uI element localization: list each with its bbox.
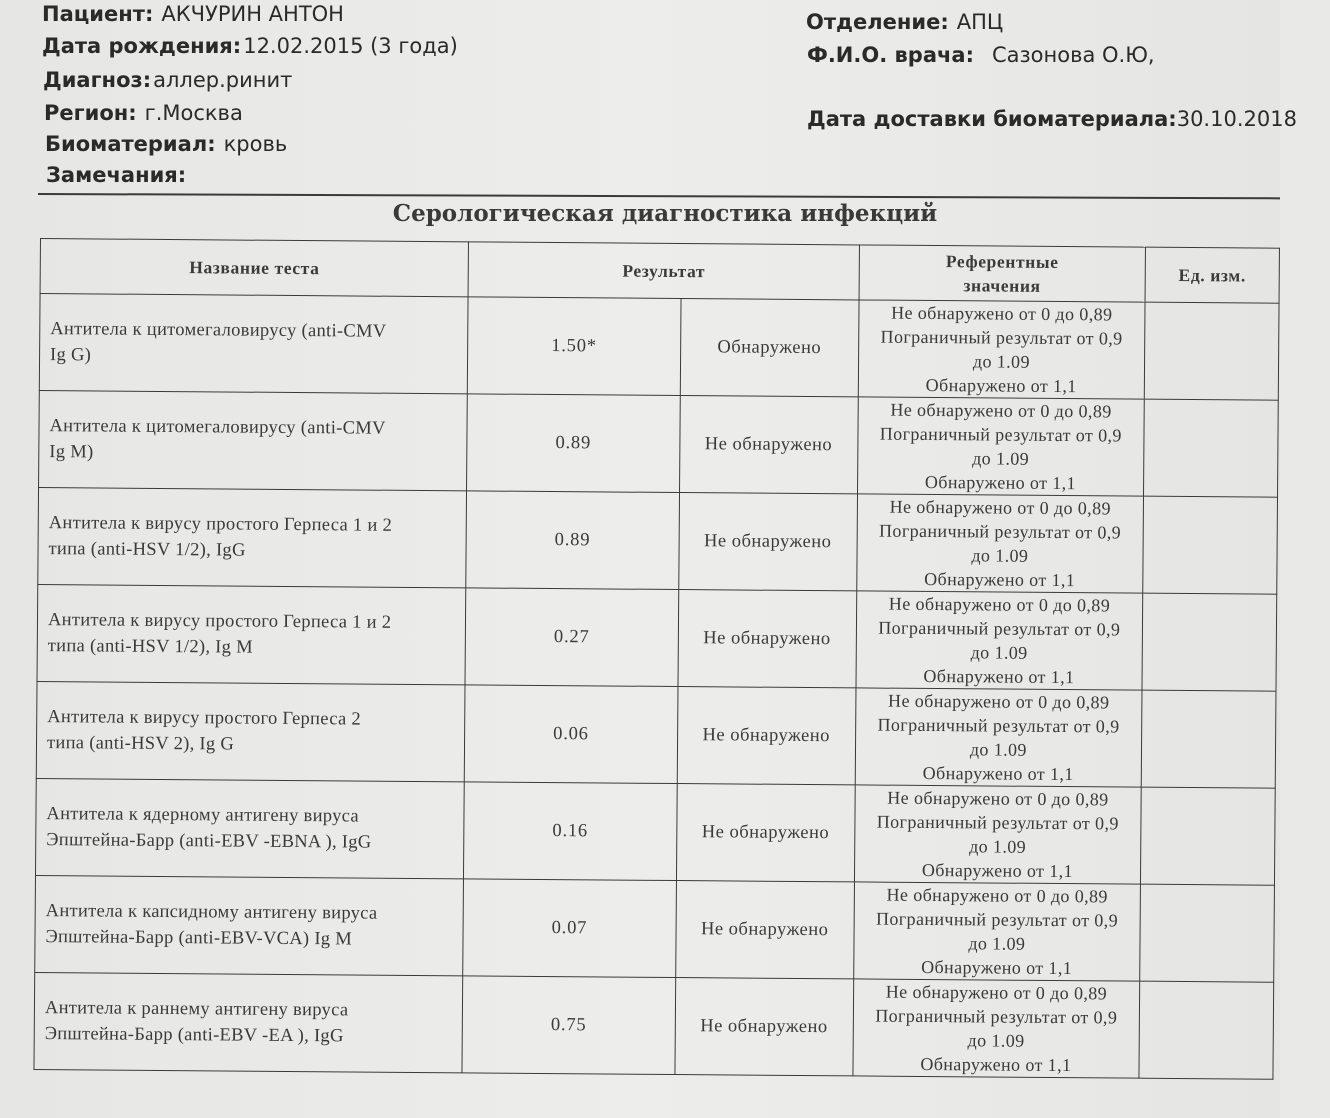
reference-line4: Обнаружено от 1,1 [925, 374, 1077, 397]
delivery-date-value: 30.10.2018 [1176, 107, 1297, 131]
result-value: 1.50* [468, 297, 681, 396]
reference-line2: Пограничный результат от 0,9 [880, 326, 1123, 349]
region-field [44, 101, 243, 125]
department-label: Отделение: [806, 10, 949, 34]
reference-line4: Обнаружено от 1,1 [920, 1053, 1072, 1076]
test-name-line2: Ig M) [49, 442, 94, 463]
table-body [34, 294, 1279, 1080]
reference-line1: Не обнаружено от 0 до 0,89 [888, 690, 1110, 713]
result-value: 0.27 [465, 588, 678, 687]
section-title: Серологическая диагностика инфекций [392, 200, 938, 227]
test-name-line2: Эпштейна-Барр (anti-EBV -EA ), IgG [44, 1024, 344, 1047]
birth-date-value: 12.02.2015 (3 года) [243, 34, 458, 58]
table-row [36, 681, 1276, 788]
test-name-cell [36, 681, 465, 781]
test-name-line1: Антитела к вирусу простого Герпеса 1 и 2 [48, 513, 393, 536]
results-table [33, 238, 1279, 1080]
doctor-value: Сазонова О.Ю, [991, 43, 1155, 67]
result-status: Не обнаружено [679, 396, 858, 494]
department-value: АПЦ [956, 10, 1004, 34]
reference-line4: Обнаружено от 1,1 [921, 956, 1073, 979]
table-header-row [40, 239, 1279, 304]
patient-label: Пациент: [42, 2, 154, 26]
reference-line1: Не обнаружено от 0 до 0,89 [890, 399, 1112, 422]
reference-values [855, 688, 1142, 787]
result-status: Не обнаружено [677, 687, 856, 785]
reference-line2: Пограничный результат от 0,9 [879, 423, 1122, 446]
table-row [35, 778, 1275, 885]
diagnosis-field [43, 68, 292, 92]
unit-cell [1141, 690, 1276, 788]
remarks-label: Замечания: [46, 163, 187, 187]
test-name-line2: Ig G) [50, 345, 92, 366]
test-name-line1: Антитела к ядерному антигену вируса [46, 804, 359, 827]
delivery-date-field [807, 107, 1297, 131]
result-status: Не обнаружено [678, 493, 857, 591]
test-name-line1: Антитела к цитомегаловирусу (anti-CMV [50, 319, 387, 342]
header-reference [859, 245, 1146, 302]
delivery-date-label: Дата доставки биоматериала: [807, 107, 1177, 131]
reference-values [854, 785, 1141, 884]
doctor-label: Ф.И.О. врача: [807, 43, 974, 67]
table-row [39, 390, 1279, 497]
test-name-cell [34, 972, 463, 1072]
reference-line4: Обнаружено от 1,1 [923, 665, 1075, 688]
unit-cell [1139, 981, 1274, 1079]
header-test-name: Название теста [40, 239, 469, 297]
reference-line1: Не обнаружено от 0 до 0,89 [885, 981, 1108, 1004]
unit-cell [1143, 496, 1278, 594]
reference-line2: Пограничный результат от 0,9 [875, 1005, 1118, 1028]
reference-line2: Пограничный результат от 0,9 [877, 714, 1120, 737]
birth-date-label: Дата рождения: [42, 34, 242, 58]
test-name-line2: Эпштейна-Барр (anti-EBV-VCA) Ig M [45, 927, 353, 950]
result-value: 0.16 [464, 782, 677, 881]
reference-line3: до 1.09 [969, 836, 1027, 857]
header-reference-line1: Референтные [945, 251, 1059, 272]
result-value: 0.89 [467, 394, 680, 493]
reference-line2: Пограничный результат от 0,9 [875, 908, 1119, 931]
reference-values [853, 979, 1140, 1078]
reference-line4: Обнаружено от 1,1 [922, 762, 1074, 785]
unit-cell [1144, 302, 1279, 400]
reference-line3: до 1.09 [970, 642, 1028, 663]
reference-line3: до 1.09 [972, 448, 1030, 469]
diagnosis-value: аллер.ринит [153, 68, 293, 92]
biomaterial-field [45, 132, 287, 156]
region-value: г.Москва [144, 101, 243, 125]
table-row [34, 972, 1274, 1079]
reference-line1: Не обнаружено от 0 до 0,89 [891, 302, 1113, 325]
header-reference-line2: значения [963, 275, 1041, 296]
test-name-cell [35, 778, 464, 878]
test-name-line1: Антитела к капсидному антигену вируса [45, 901, 378, 924]
unit-cell [1140, 787, 1275, 885]
reference-line3: до 1.09 [972, 351, 1030, 372]
header-result: Результат [468, 242, 859, 300]
test-name-cell [39, 294, 468, 394]
reference-line1: Не обнаружено от 0 до 0,89 [888, 593, 1111, 616]
reference-line4: Обнаружено от 1,1 [921, 859, 1074, 882]
reference-values [858, 300, 1145, 399]
table-row [38, 487, 1278, 594]
result-value: 0.06 [464, 685, 677, 784]
department-field [806, 10, 1003, 34]
reference-values [853, 882, 1140, 981]
test-name-line1: Антитела к вирусу простого Герпеса 2 [47, 707, 362, 730]
reference-line4: Обнаружено от 1,1 [924, 568, 1076, 591]
result-status: Не обнаружено [674, 978, 853, 1076]
reference-line2: Пограничный результат от 0,9 [878, 617, 1121, 640]
doctor-field [807, 43, 1155, 67]
table-row [37, 584, 1277, 691]
reference-line3: до 1.09 [971, 545, 1029, 566]
unit-cell [1140, 884, 1275, 982]
reference-line1: Не обнаружено от 0 до 0,89 [889, 496, 1112, 519]
result-value: 0.07 [463, 879, 676, 978]
test-name-line1: Антитела к вирусу простого Герпеса 1 и 2 [47, 610, 392, 633]
reference-line4: Обнаружено от 1,1 [924, 471, 1077, 494]
test-name-line1: Антитела к раннему антигену вируса [44, 998, 349, 1021]
test-name-cell [37, 584, 466, 684]
reference-line3: до 1.09 [967, 1030, 1025, 1051]
birth-date-field [42, 34, 458, 58]
test-name-cell [38, 487, 467, 587]
test-name-line2: типа (anti-HSV 1/2), IgG [48, 539, 246, 561]
test-name-line2: типа (anti-HSV 2), Ig G [46, 733, 235, 755]
result-status: Не обнаружено [675, 881, 854, 979]
result-status: Не обнаружено [678, 590, 857, 688]
table-row [35, 875, 1275, 982]
reference-line3: до 1.09 [968, 933, 1026, 954]
test-name-line1: Антитела к цитомегаловирусу (anti-CMV [49, 416, 386, 439]
region-label: Регион: [44, 101, 137, 125]
reference-line3: до 1.09 [969, 739, 1027, 760]
test-name-line2: типа (anti-HSV 1/2), Ig M [47, 636, 253, 658]
reference-line2: Пограничный результат от 0,9 [876, 811, 1119, 834]
unit-cell [1142, 593, 1277, 691]
test-name-cell [39, 390, 468, 490]
header-unit: Ед. изм. [1145, 247, 1279, 303]
test-name-cell [35, 875, 464, 975]
reference-values [856, 591, 1143, 690]
reference-line1: Не обнаружено от 0 до 0,89 [887, 787, 1109, 810]
reference-line2: Пограничный результат от 0,9 [878, 520, 1122, 543]
result-value: 0.75 [462, 976, 675, 1075]
test-name-line2: Эпштейна-Барр (anti-EBV -EBNA ), IgG [46, 830, 372, 853]
result-status: Обнаружено [680, 299, 859, 397]
unit-cell [1143, 399, 1278, 497]
biomaterial-value: кровь [223, 132, 288, 156]
remarks-field [46, 163, 186, 187]
diagnosis-label: Диагноз: [43, 68, 152, 92]
patient-value: АКЧУРИН АНТОН [161, 2, 344, 26]
patient-field [42, 2, 344, 26]
result-status: Не обнаружено [676, 784, 855, 882]
header-divider [38, 193, 1280, 199]
result-value: 0.89 [466, 491, 679, 590]
reference-values [857, 494, 1144, 593]
table-row [39, 294, 1279, 401]
reference-values [857, 397, 1144, 496]
reference-line1: Не обнаружено от 0 до 0,89 [886, 884, 1108, 907]
biomaterial-label: Биоматериал: [45, 132, 216, 156]
